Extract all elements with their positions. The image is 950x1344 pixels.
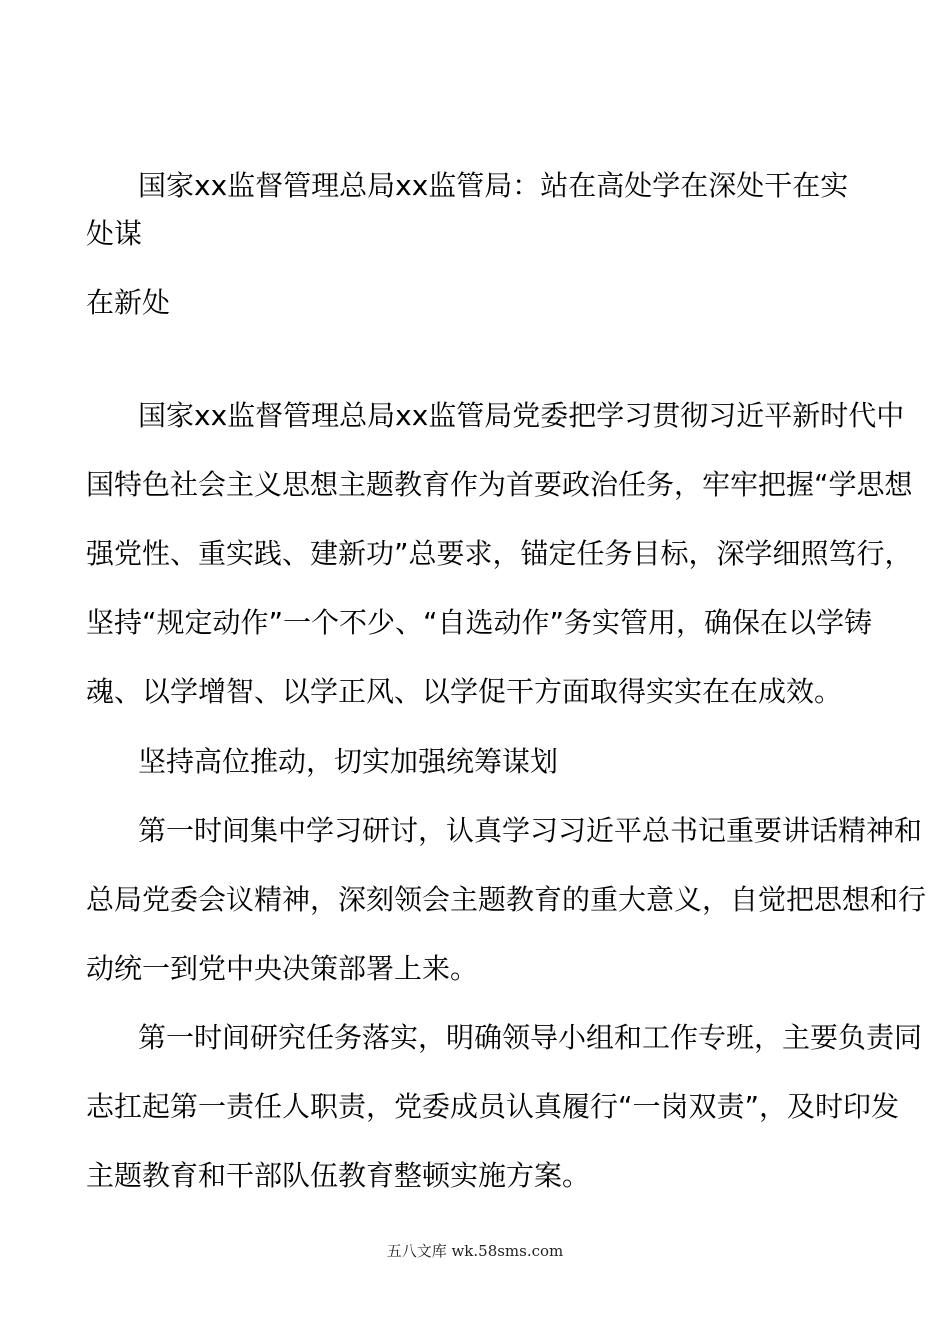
title-line-1: 国家xx监督管理总局xx监管局：站在高处学在深处干在实处谋	[86, 169, 849, 250]
paragraph-line: 国特色社会主义思想主题教育作为首要政治任务，牢牢把握“学思想	[86, 468, 913, 501]
document-title	[86, 162, 864, 327]
paragraph-line: 强党性、重实践、建新功”总要求，锚定任务目标，深学细照笃行，	[86, 537, 913, 570]
section-heading-text: 坚持高位推动，切实加强统筹谋划	[138, 745, 559, 778]
paragraph-line: 魂、以学增智、以学正风、以学促干方面取得实实在在成效。	[86, 675, 843, 708]
paragraph-line: 第一时间研究任务落实，明确领导小组和工作专班，主要负责同	[138, 1021, 923, 1054]
paragraph-tasks	[86, 1014, 923, 1221]
paragraph-study	[86, 807, 927, 1014]
paragraph-line: 坚持“规定动作”一个不少、“自选动作”务实管用，确保在以学铸	[86, 606, 873, 639]
paragraph-line: 国家xx监督管理总局xx监管局党委把学习贯彻习近平新时代中	[138, 399, 905, 432]
paragraph-line: 总局党委会议精神，深刻领会主题教育的重大意义，自觉把思想和行	[86, 883, 927, 916]
paragraph-line: 动统一到党中央决策部署上来。	[86, 952, 479, 985]
title-line-2: 在新处	[86, 286, 171, 319]
paragraph-intro	[86, 392, 913, 737]
footer-watermark: 五八文库 wk.58sms.com	[386, 1242, 564, 1260]
section-heading	[86, 738, 864, 807]
paragraph-line: 第一时间集中学习研讨，认真学习习近平总书记重要讲话精神和	[138, 814, 923, 847]
paragraph-line: 主题教育和干部队伍教育整顿实施方案。	[86, 1159, 591, 1192]
paragraph-line: 志扛起第一责任人职责，党委成员认真履行“一岗双责”，及时印发	[86, 1090, 900, 1123]
